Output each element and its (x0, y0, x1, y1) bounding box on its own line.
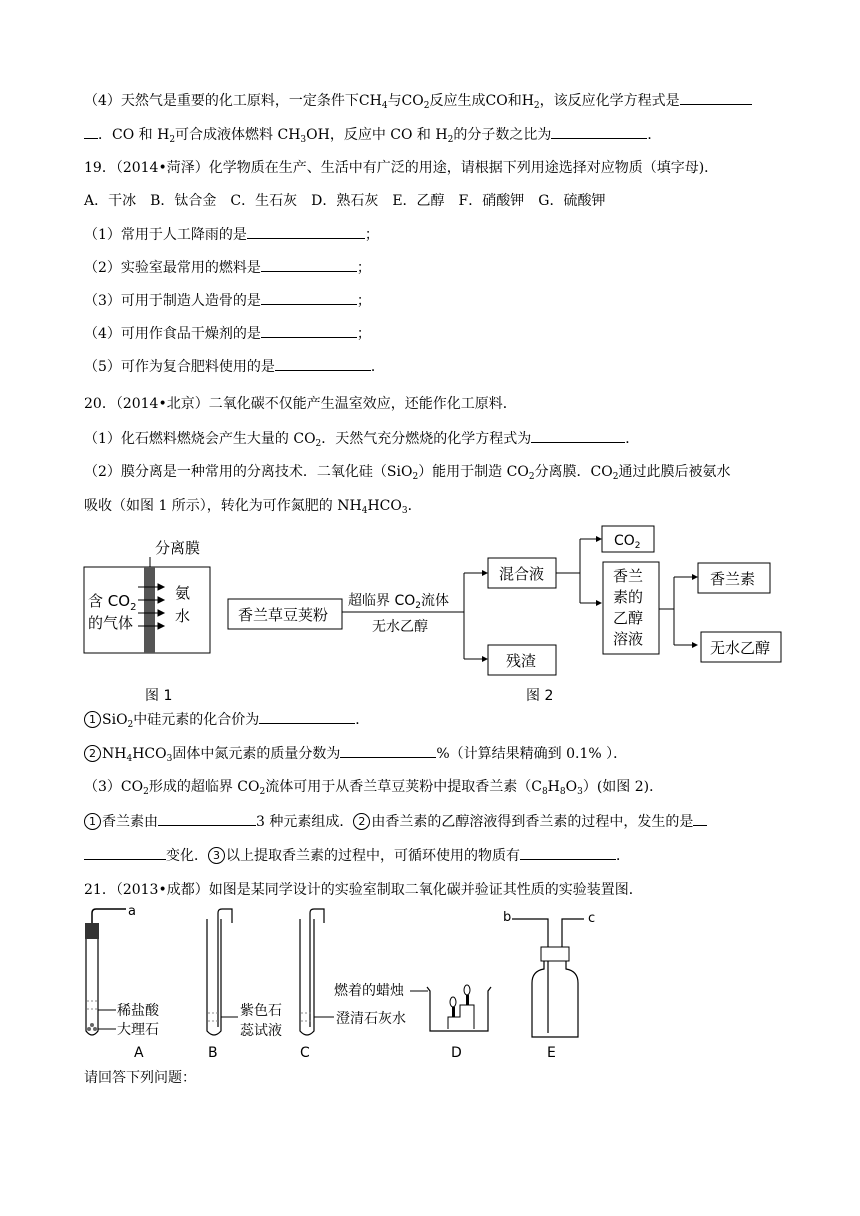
answer-blank[interactable] (84, 124, 98, 139)
box-start-label: 香兰草豆荚粉 (238, 606, 329, 624)
q20-sub2: 2 $NH_4HCO_3$固体中氮元素的质量分数为 %（计算结果精确到 0.1% ）． (84, 743, 627, 764)
box-solution-label-4: 溶液 (613, 630, 644, 648)
q20-title: 20．（2014•北京）二氧化碳不仅能产生温室效应，还能作化工原料． (84, 396, 517, 412)
answer-blank[interactable] (261, 290, 357, 305)
answer-blank[interactable] (340, 743, 436, 758)
answer-blank[interactable] (551, 124, 647, 139)
answer-blank[interactable] (531, 428, 625, 443)
figure-2-extraction-flowchart (228, 526, 781, 704)
q19-item-4: （4）可用作食品干燥剂的是 ； (84, 323, 371, 344)
q19-item-2: （2）实验室最常用的燃料是 ； (84, 257, 371, 278)
box-mix-label: 混合液 (499, 565, 545, 583)
answer-blank[interactable] (275, 356, 371, 371)
candle-label: 燃着的蜡烛 (334, 983, 404, 999)
apparatus-e-gas-bottle (503, 910, 595, 1061)
answer-blank[interactable] (247, 224, 365, 239)
svg-text:E: E (547, 1045, 556, 1061)
svg-text:B: B (208, 1045, 218, 1061)
box-vanillin-label: 香兰素 (710, 570, 756, 588)
gas-label-line2: 的气体 (88, 614, 134, 632)
figure-1-caption: 图 1 (145, 688, 173, 704)
answer-blank[interactable] (261, 323, 357, 338)
ammonia-label-2: 水 (175, 607, 191, 625)
answer-blank[interactable] (520, 845, 616, 860)
svg-text:D: D (451, 1045, 462, 1061)
svg-text:大理石: 大理石 (117, 1022, 159, 1038)
q20-sub1: 1 SiO$_2$中硅元素的化合价为 ． (84, 709, 369, 730)
fluid-label: 超临界 $CO_2$流体 (348, 593, 449, 611)
svg-text:稀盐酸: 稀盐酸 (117, 1003, 159, 1019)
box-residue-label: 残渣 (506, 652, 537, 670)
answer-blank[interactable] (158, 811, 256, 826)
q21-prompt: 请回答下列问题： (84, 1070, 196, 1086)
gas-label-line1: 含 $CO_2$ (88, 592, 137, 613)
answer-blank[interactable] (680, 90, 752, 105)
answer-blank[interactable] (259, 709, 355, 724)
svg-text:蕊试液: 蕊试液 (240, 1023, 282, 1039)
apparatus-c-limewater-tube (300, 909, 334, 1061)
q20-part2-line1: （2）膜分离是一种常用的分离技术．二氧化硅（SiO$_2$）能用于制造 $CO_2$分离膜．$CO_2$通过此膜后被氨水 (84, 464, 731, 482)
box-solution-label-2: 素的 (613, 588, 644, 606)
q18-part4-line1: （4）天然气是重要的化工原料，一定条件下$CH_4$与$CO_2$反应生成CO和$H_2$，该反应化学方程式是 (84, 90, 752, 111)
q21-apparatus-figure (0, 905, 860, 1065)
q19-item-3: （3）可用于制造人造骨的是 ； (84, 290, 371, 311)
q20-figures (0, 525, 860, 710)
q18-part4-line2: ．CO 和 $H_2$可合成液体燃料 $CH_3OH$，反应中 CO 和 $H_2$的分子数之比为 ． (84, 124, 661, 145)
q21-title: 21．（2013•成都）如图是某同学设计的实验室制取二氧化碳并验证其性质的实验装置图． (84, 882, 643, 898)
answer-blank[interactable] (84, 845, 166, 860)
svg-text:C: C (300, 1045, 310, 1061)
q19-item-5: （5）可作为复合肥料使用的是 ． (84, 356, 385, 377)
figure-2-caption: 图 2 (526, 688, 554, 704)
ammonia-label-1: 氨 (175, 584, 191, 602)
q19-options: A．干冰 B．钛合金 C．生石灰 D．熟石灰 E．乙醇 F．硝酸钾 G．硫酸钾 (84, 193, 606, 209)
apparatus-a-generator (85, 905, 160, 1061)
answer-blank[interactable] (693, 811, 707, 826)
q20-part3-sub-line2: 变化． 3 以上提取香兰素的过程中，可循环使用的物质有 ． (84, 845, 630, 866)
q19-item-1: （1）常用于人工降雨的是 ； (84, 224, 379, 245)
limewater-label: 澄清石灰水 (336, 1011, 406, 1027)
box-ethanol-label: 无水乙醇 (710, 639, 771, 657)
q20-part2-line2: 吸收（如图 1 所示），转化为可作氮肥的 $NH_4HCO_3$． (84, 498, 422, 516)
box-solution-label-1: 香兰 (613, 567, 644, 585)
svg-text:b: b (503, 910, 512, 925)
svg-text:A: A (134, 1045, 144, 1061)
q19-title: 19．（2014•菏泽）化学物质在生产、生活中有广泛的用途，请根据下列用途选择对应物质（填字母)． (84, 160, 719, 176)
apparatus-b-litmus-tube (207, 909, 282, 1061)
q20-part1: （1）化石燃料燃烧会产生大量的 $CO_2$．天然气充分燃烧的化学方程式为 ． (84, 428, 639, 449)
q20-part3: $(3)CO_2$形成的超临界 $CO_2$流体可用于从香兰草豆荚粉中提取香兰素$(C_8H_8O_3)$(如图 2)． (84, 779, 664, 797)
svg-text:a: a (128, 905, 136, 919)
answer-blank[interactable] (261, 257, 357, 272)
apparatus-d-beaker-candles (427, 985, 491, 1061)
svg-text:c: c (588, 911, 596, 926)
figure-1-membrane-diagram (84, 539, 210, 704)
box-solution-label-3: 乙醇 (613, 609, 644, 627)
box-co2-label: $CO_2$ (614, 533, 641, 551)
q20-part3-sub-line1: 1 香兰素由 3 种元素组成． 2 由香兰素的乙醇溶液得到香兰素的过程中，发生的是 (84, 811, 707, 832)
svg-text:紫色石: 紫色石 (240, 1003, 282, 1019)
membrane-label: 分离膜 (155, 539, 201, 557)
membrane (144, 567, 155, 653)
solvent-label: 无水乙醇 (372, 619, 428, 635)
